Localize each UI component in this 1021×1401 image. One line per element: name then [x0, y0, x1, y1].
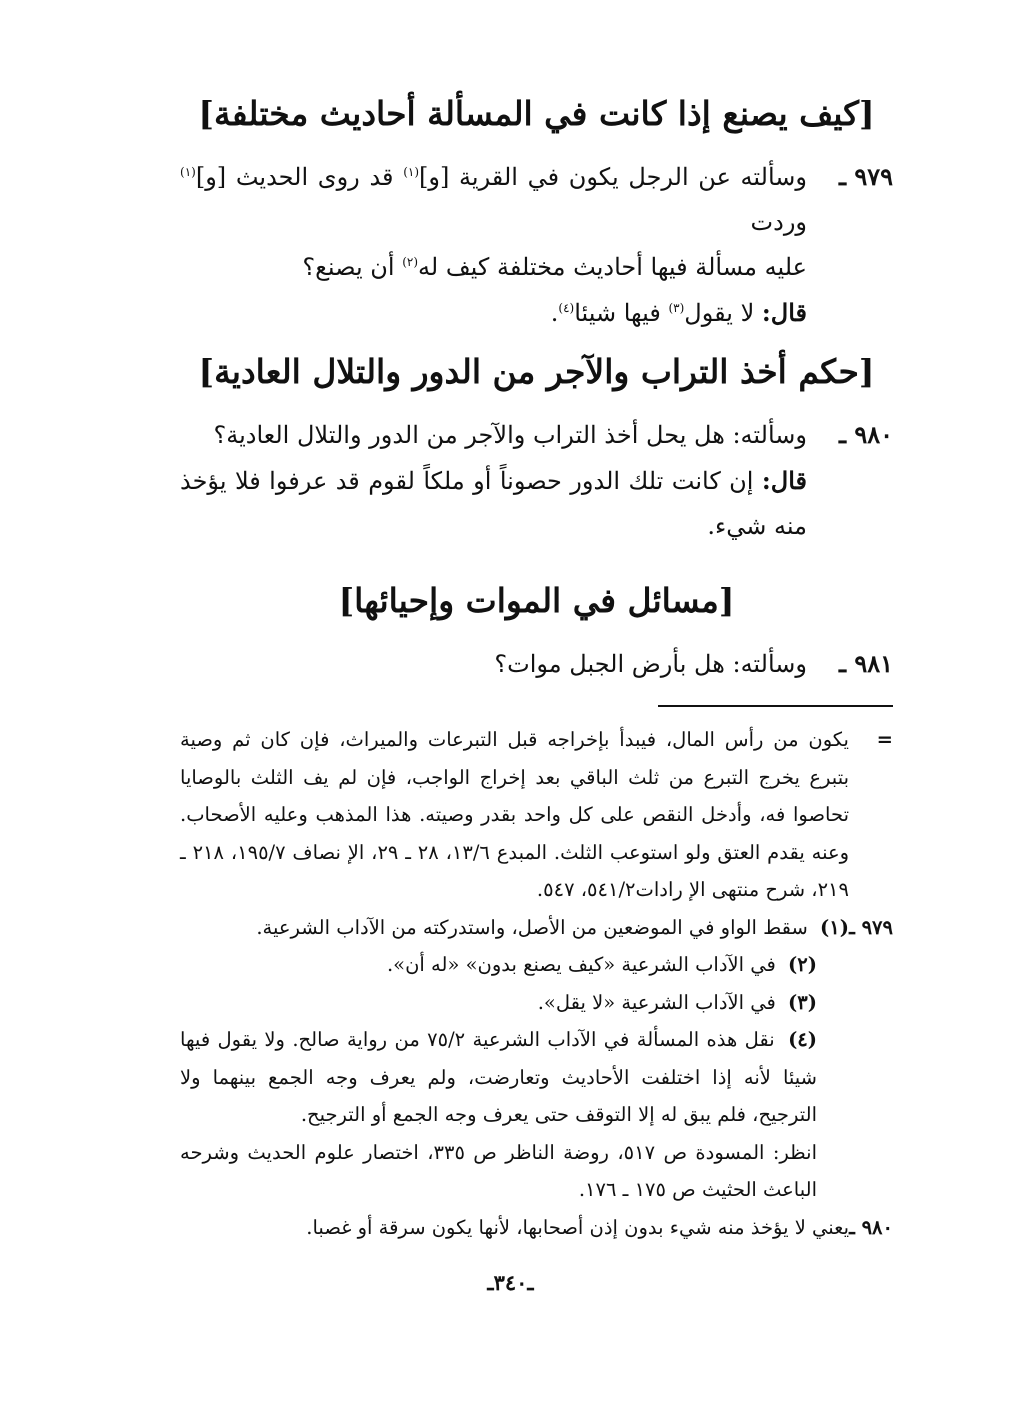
- answer-label: قال:: [761, 298, 807, 327]
- entry-979-question-line2: [180, 245, 893, 290]
- entry-981-question-row: [180, 641, 893, 687]
- question-text: قد روى الحديث [و]: [195, 163, 404, 191]
- entry-981-question: وسألته: هل بأرض الجبل موات؟: [494, 650, 807, 678]
- footnote-ref: (٤): [558, 301, 575, 315]
- entry-number: ٩٨٠ ـ: [838, 420, 893, 449]
- footnote-text: يكون من رأس المال، فيبدأ بإخراجه قبل التبرعات والميراث، فإن كان ثم وصية بتبرع يخرج التبرع من ثلث الباقي بعد إخراج الواجب، فإن لم يف الثلث بالوصايا تحاصوا فه، وأدخل النقص على كل واحد بقدر وصيته. هذا المذهب وعليه الأصحاب. وعنه يقدم العتق ولو استوعب الثلث. المبدع ١٣/٦، ٢٨ ـ ٢٩، الإ نصاف ١٩٥/٧، ٢١٨ ـ ٢١٩، شرح منتهى الإ رادات٥٤١/٢، ٥٤٧.: [180, 728, 850, 901]
- question-text: أن يصنع؟: [302, 253, 403, 281]
- footnote-ref: (٣): [668, 301, 685, 315]
- question-text: وسألته عن الرجل يكون في القرية [و]: [419, 163, 807, 191]
- section-heading-dead-lands: [مسائل في الموات وإحيائها]: [338, 581, 735, 620]
- entry-979-question-row: [180, 154, 893, 245]
- entry-979: [180, 154, 893, 336]
- entry-980-question: وسألته: هل يحل أخذ التراب والآجر من الدور والتلال العادية؟: [213, 421, 807, 449]
- footnote-number: (١): [820, 915, 849, 939]
- answer-text: لا يقول: [684, 299, 762, 327]
- footnote-ref: (١): [180, 165, 196, 179]
- entry-number: ٩٧٩ ـ: [838, 162, 893, 191]
- footnote-979-3: [180, 984, 893, 1022]
- footnote-ref: (٢): [402, 255, 419, 269]
- footnote-entry-mark: ٩٨٠ ـ: [849, 1215, 893, 1239]
- entry-980-question-row: [180, 412, 893, 458]
- question-text: وردت: [750, 208, 807, 236]
- entry-979-answer: [180, 290, 893, 336]
- footnote-ref: (١): [403, 165, 420, 179]
- answer-text: فيها شيئا: [574, 299, 669, 327]
- entry-980: [180, 412, 893, 549]
- continuation-mark: =: [876, 728, 893, 751]
- entry-980-answer: [180, 458, 893, 549]
- footnote-item: [180, 909, 849, 947]
- footnote-979-references: انظر: المسودة ص ٥١٧، روضة الناظر ص ٣٣٥، اختصار علوم الحديث وشرحه الباعث الحثيث ص ١٧٥ ـ ١٧٦.: [180, 1140, 817, 1201]
- footnote-979-4: [180, 1021, 893, 1134]
- entry-979-question: [180, 155, 807, 245]
- entry-number: ٩٨١ ـ: [838, 649, 893, 678]
- footnotes-section: [180, 721, 893, 1246]
- footnote-number: (٢): [788, 953, 817, 976]
- answer-text: إن كانت تلك الدور حصوناً أو ملكاً لقوم قد عرفوا فلا يؤخذ منه شيء.: [180, 467, 807, 540]
- footnote-continuation: [180, 721, 893, 909]
- footnote-979-2: [180, 946, 893, 984]
- section-heading-dust-and-bricks: [حكم أخذ التراب والآجر من الدور والتلال العادية]: [198, 352, 875, 391]
- answer-text: .: [550, 299, 559, 327]
- entry-981: [180, 641, 893, 687]
- footnote-text: في الآداب الشرعية «كيف يصنع بدون» «له أن».: [386, 953, 776, 976]
- footnote-text: سقط الواو في الموضعين من الأصل، واستدركته من الآداب الشرعية.: [256, 915, 808, 939]
- footnote-979-first: [180, 909, 893, 947]
- footnote-number: (٣): [788, 990, 817, 1014]
- answer-label: قال:: [761, 466, 807, 495]
- footnote-text: نقل هذه المسألة في الآداب الشرعية ٧٥/٢ من رواية صالح. ولا يقول فيها شيئا لأنه إذا اختلفت الأحاديث وتعارضت، ولم يعرف وجه الجمع بينهما ولا الترجيح، فلم يبق له إلا التوقف حتى يعرف وجه الجمع أو الترجيح.: [180, 1028, 817, 1126]
- footnote-text: يعني لا يؤخذ منه شيء بدون إذن أصحابها، لأنها يكون سرقة أو غصبا.: [306, 1215, 849, 1239]
- footnote-text: في الآداب الشرعية «لا يقل».: [537, 990, 776, 1014]
- footnote-divider: [658, 705, 893, 707]
- footnote-980: [180, 1209, 893, 1247]
- page-number: ـ٣٤٠ـ: [487, 1270, 534, 1295]
- question-text: عليه مسألة فيها أحاديث مختلفة كيف له: [418, 253, 807, 281]
- footnote-number: (٤): [788, 1028, 818, 1051]
- section-heading-differing-hadiths: [كيف يصنع إذا كانت في المسألة أحاديث مختلفة]: [198, 94, 875, 133]
- footnote-entry-mark: ٩٧٩ ـ: [849, 915, 893, 939]
